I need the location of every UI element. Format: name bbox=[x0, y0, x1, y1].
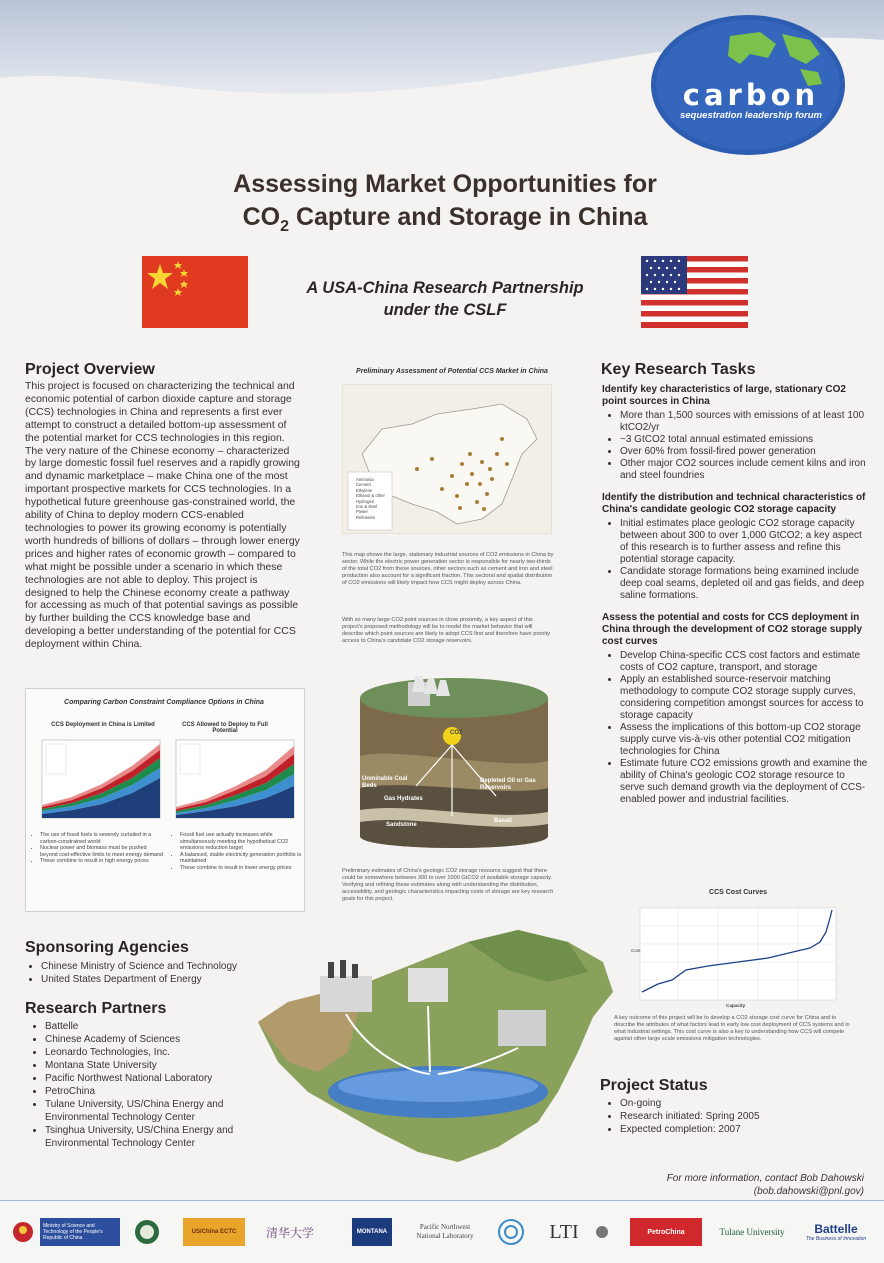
china-infrastructure-map bbox=[248, 922, 620, 1174]
petrochina-logo: PetroChina bbox=[630, 1218, 702, 1246]
geo-label-basalt: Basalt bbox=[494, 818, 513, 824]
task-list bbox=[600, 410, 870, 482]
list-item: • Assess the implications of this bottom-up CO2 storage supply curve vis-à-vis other potential CO2 mitigation technologies for China bbox=[620, 722, 870, 758]
sponsors-list bbox=[25, 960, 301, 986]
cost-curve-chart bbox=[628, 904, 840, 1010]
list-item: • Nuclear power and biomass must be pushed beyond cost-effective limits to meet energy demand bbox=[40, 845, 164, 858]
key-tasks-heading: Key Research Tasks bbox=[601, 361, 756, 378]
project-overview-text: This project is focused on characterizing the technical and economic potential of carbon dioxide capture and storage (CCS) technologies in China and represents a first ever attempt to construct a detailed bottom-up assessment of the potential market for CCS technologies in this region. The very nature of the Chinese economy – characterized by large domestic fossil fuel reserves and a rapidly growing and dynamic marketplace – make China one of the most important prospective markets for CCS technologies. In a hypothetical future greenhouse gas-constrained world, the ability of China to deploy modern CCS-enabled technologies to power its growing economy is potentially worth hundreds of billions of dollars – through lower energy prices and higher rates of economic growth – compared to what might be possible under a scenario in which these technologies are not able to deploy. This project is designed to help the Chinese economy create a pathway for accessing as much of that potential savings as possible by further building the CCS knowledge base and developing a better understanding of the potential for CCS deployment within China. bbox=[25, 380, 300, 651]
list-item: • Leonardo Technologies, Inc. bbox=[45, 1046, 281, 1059]
key-tasks bbox=[600, 384, 870, 816]
list-item: • United States Department of Energy bbox=[41, 973, 301, 986]
contact-line-1: For more information, contact Bob Dahowski bbox=[666, 1173, 864, 1184]
list-item: • Estimate future CO2 emissions growth and examine the ability of China's geologic CO2 storage resource to serve such demand growth via the deployment of CCS-enabled power and industrial facilities. bbox=[620, 758, 870, 806]
pnnl-logo: Pacific Northwest National Laboratory bbox=[416, 1223, 474, 1240]
tulane-logo: Tulane University bbox=[719, 1227, 785, 1237]
tsinghua-logo: 清华大学 bbox=[265, 1225, 314, 1240]
status-list bbox=[604, 1097, 860, 1136]
lti-logo: LTI bbox=[549, 1220, 579, 1243]
cost-curve-ylabel: Cost bbox=[631, 948, 641, 953]
list-item: • Chinese Ministry of Science and Technology bbox=[41, 960, 301, 973]
map-legend: Ammonia Cement Ethylene Ethanol & other Hydrogen Iron & steel Power Refineries bbox=[356, 477, 385, 520]
map-caption-1: This map shows the large, stationary industrial sources of CO2 emissions in China by sector. While the electric power generation sector is responsible for nearly two-thirds of the total CO2 from these sources, other sectors such as cement and iron and steel production also account for a significant fraction. This sectoral and spatial distribution of CO2 emissions will likely impact how CCS might deploy across China. bbox=[342, 552, 554, 586]
list-item: • Chinese Academy of Sciences bbox=[45, 1033, 281, 1046]
doe-seal-icon bbox=[133, 1218, 161, 1246]
chart1-bullets bbox=[30, 832, 164, 865]
title-line-2: $CO_2$ Capture and Storage in China bbox=[242, 203, 648, 235]
logo-subtitle: sequestration leadership forum bbox=[679, 110, 822, 121]
chart2-title: CCS Allowed to Deploy to Full Potential bbox=[182, 722, 268, 734]
china-flag bbox=[142, 256, 248, 328]
list-item: • Pacific Northwest National Laboratory bbox=[45, 1072, 281, 1085]
list-item: • These combine to result in lower energy prices bbox=[180, 865, 304, 872]
task-list bbox=[600, 650, 870, 806]
china-emblem-icon bbox=[10, 1218, 36, 1246]
cost-curve-caption: A key outcome of this project will be to develop a CO2 storage cost curve for China and to describe the attributes of what factors lead to early low cost deployment of CCS systems and in what industrial settings. This cost curve is also a key to understanding how CCS will compete against other large scale emissions mitigation technologies. bbox=[614, 1015, 850, 1042]
list-item: • Apply an established source-reservoir matching methodology to compute CO2 storage supply curves, considering competition amongst sources for access to storage capacity bbox=[620, 674, 870, 722]
list-item: • Tsinghua University, US/China Energy and Environmental Technology Center bbox=[45, 1124, 281, 1150]
list-item: • Montana State University bbox=[45, 1059, 281, 1072]
compliance-panel-title: Comparing Carbon Constraint Compliance Options in China bbox=[64, 699, 264, 706]
cas-emblem-icon bbox=[594, 1218, 610, 1246]
compliance-chart-limited bbox=[32, 738, 164, 828]
task-group-heading: Identify key characteristics of large, stationary CO2 point sources in China bbox=[602, 384, 846, 407]
list-item: • A balanced, stable electricity generation portfolio is maintained bbox=[180, 852, 304, 865]
geo-label-sandstone: Sandstone bbox=[386, 822, 417, 828]
list-item: • These combine to result in high energy prices bbox=[40, 858, 164, 865]
partners-heading: Research Partners bbox=[25, 1000, 167, 1017]
list-item: • Expected completion: 2007 bbox=[620, 1123, 860, 1136]
battelle-logo: Battelle The Business of Innovation bbox=[805, 1222, 867, 1242]
cost-curve-title: CCS Cost Curves bbox=[709, 889, 767, 896]
list-item: • Candidate storage formations being examined include deep coal seams, depleted oil and gas fields, and deep saline formations. bbox=[620, 566, 870, 602]
list-item: • PetroChina bbox=[45, 1085, 281, 1098]
list-item: • ~3 GtCO2 total annual estimated emissions bbox=[620, 434, 870, 446]
us-flag bbox=[641, 256, 748, 328]
task-group-heading: Assess the potential and costs for CCS deployment in China through the development of CO2 storage supply cost curves bbox=[602, 612, 863, 647]
geology-illustration bbox=[356, 676, 552, 860]
geo-label-co2: CO2 bbox=[450, 730, 463, 736]
most-logo: Ministry of Science and Technology of the People's Republic of China bbox=[40, 1218, 120, 1246]
list-item: • Initial estimates place geologic CO2 storage capacity between about 300 to over 1,000 GtCO2; a key aspect of this research is to further assess and refine this potential storage capacity. bbox=[620, 518, 870, 566]
chart1-title: CCS Deployment in China is Limited bbox=[51, 722, 155, 728]
montana-logo: MONTANA bbox=[352, 1218, 392, 1246]
list-item: • Develop China-specific CCS cost factors and estimate costs of CO2 capture, transport, and storage bbox=[620, 650, 870, 674]
cost-curve-xlabel: Capacity bbox=[726, 1003, 746, 1008]
chart2-bullets bbox=[170, 832, 304, 872]
list-item: • Battelle bbox=[45, 1020, 281, 1033]
partners-list bbox=[29, 1020, 281, 1150]
contact-info bbox=[600, 1172, 864, 1198]
task-list bbox=[600, 518, 870, 602]
list-item: • Tulane University, US/China Energy and Environmental Technology Center bbox=[45, 1098, 281, 1124]
geo-label-depleted: Depleted Oil or Gas Reservoirs bbox=[480, 778, 536, 791]
title-line-1: Assessing Market Opportunities for bbox=[233, 170, 657, 198]
compliance-chart-full bbox=[166, 738, 298, 828]
map-panel-title: Preliminary Assessment of Potential CCS Market in China bbox=[356, 368, 548, 375]
geo-label-coal: Unminable Coal Beds bbox=[362, 776, 408, 789]
sponsors-heading: Sponsoring Agencies bbox=[25, 939, 189, 956]
list-item: • On-going bbox=[620, 1097, 860, 1110]
list-item: • Other major CO2 sources include cement kilns and iron and steel foundries bbox=[620, 458, 870, 482]
list-item: • Fossil fuel use actually increases while simultaneously meeting the hypothetical CO2 emissions reduction target bbox=[180, 832, 304, 852]
usce-logo: US/China ECTC bbox=[183, 1218, 245, 1246]
poster-title bbox=[100, 168, 790, 243]
contact-email: (bob.dahowski@pnl.gov) bbox=[753, 1186, 864, 1197]
task-group-heading: Identify the distribution and technical characteristics of China's candidate geologic CO2 storage capacity bbox=[602, 492, 866, 515]
status-heading: Project Status bbox=[600, 1077, 708, 1094]
geology-caption: Preliminary estimates of China's geologic CO2 storage resource suggest that there could be somewhere between 300 to over 1000 GtCO2 of available storage capacity. Verifying and refining these estimates along with understanding the distribution, accessibility, and geologic characteristics impacting costs of storage are key research goals for this project. bbox=[342, 868, 554, 902]
map-caption-2: With so many large CO2 point sources in close proximity, a key aspect of this project's proposed methodology will be to model the market behavior that will describe which point sources are likely to adopt CCS first and therefore have priority access to China's candidate CO2 storage reservoirs. bbox=[342, 617, 551, 644]
list-item: • Research initiated: Spring 2005 bbox=[620, 1110, 860, 1123]
logo-word: carbon bbox=[682, 78, 820, 112]
subtitle-line-1: A USA-China Research Partnership bbox=[306, 279, 584, 297]
list-item: • Over 60% from fossil-fired power generation bbox=[620, 446, 870, 458]
project-overview-heading: Project Overview bbox=[25, 361, 155, 378]
list-item: • The use of fossil fuels is severely curtailed in a carbon-constrained world bbox=[40, 832, 164, 845]
list-item: • More than 1,500 sources with emissions of at least 100 ktCO2/yr bbox=[620, 410, 870, 434]
poster-subtitle bbox=[270, 277, 620, 321]
geo-label-hydrates: Gas Hydrates bbox=[384, 796, 423, 802]
subtitle-line-2: under the CSLF bbox=[383, 301, 507, 319]
pnnl-swirl-icon bbox=[496, 1218, 526, 1246]
